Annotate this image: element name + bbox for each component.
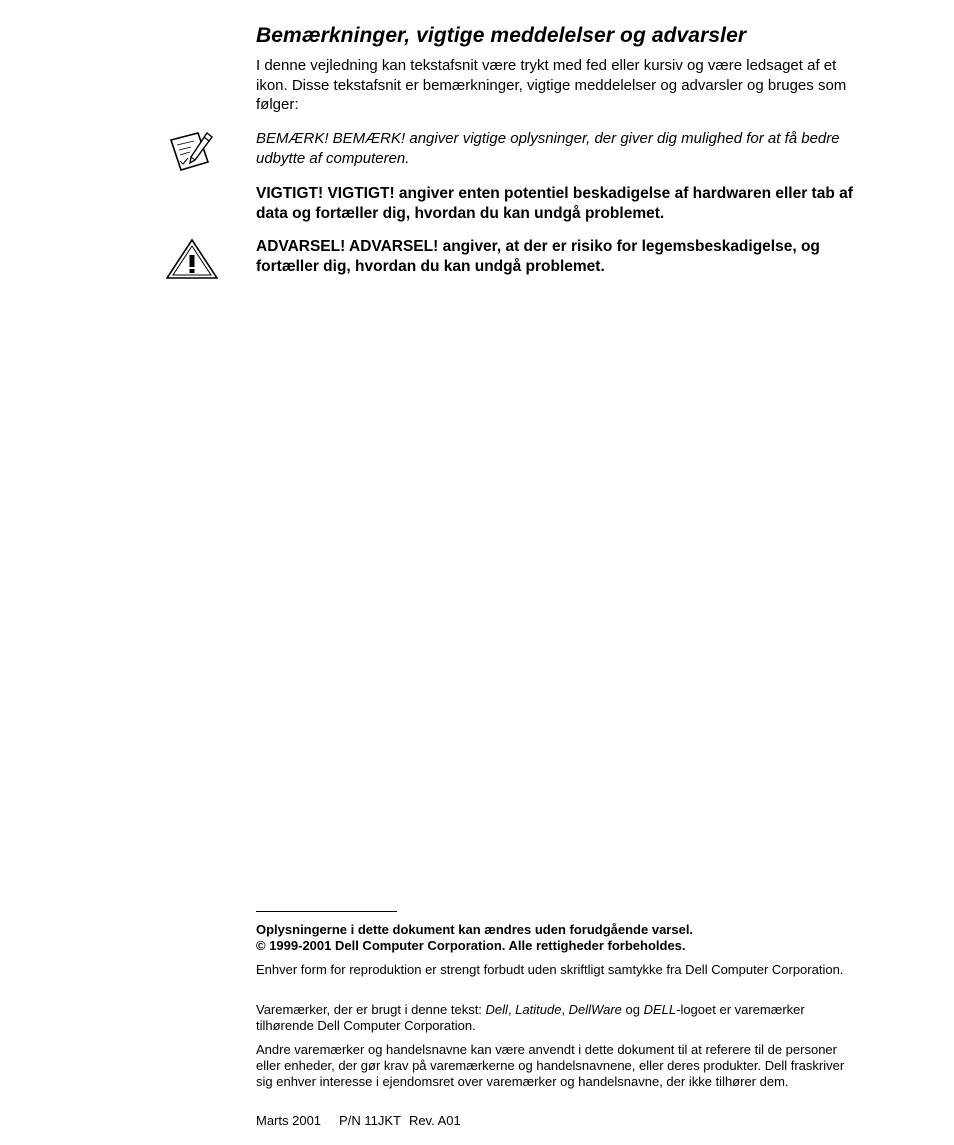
note-pencil-icon <box>168 130 214 172</box>
important-text: VIGTIGT! VIGTIGT! angiver enten potentiel beskadigelse af hardwaren eller tab af data og fortæller dig, hvordan du kan undgå problemet. <box>256 185 853 222</box>
other-trademarks-notice: Andre varemærker og handelsnavne kan være anvendt i dette dokument til at referere til de personer eller enheder, der gør krav på varemærkerne og handelsnavnene, eller deres produkter. Dell fraskriver sig enhver interesse i ejendomsret over varemærker og handelsnavne, der ikke tilhører dem. <box>256 1042 845 1089</box>
trademark-dell: Dell <box>485 1002 508 1017</box>
reproduction-notice: Enhver form for reproduktion er strengt forbudt uden skriftligt samtykke fra Dell Computer Corporation. <box>256 962 844 977</box>
trademarks-suffix: -logoet er varemærker tilhørende Dell Computer Corporation. <box>256 1002 805 1033</box>
note-text: BEMÆRK! BEMÆRK! angiver vigtige oplysninger, der giver dig mulighed for at få bedre udbytte af computeren. <box>256 130 840 167</box>
change-notice: Oplysningerne i dette dokument kan ændres uden forudgående varsel. <box>256 922 694 937</box>
trademarks-prefix: Varemærker, der er brugt i denne tekst: <box>256 1002 486 1017</box>
document-info <box>256 1113 858 1129</box>
copyright-line: © 1999-2001 Dell Computer Corporation. Alle rettigheder forbeholdes. <box>256 938 686 953</box>
publication-date: Marts 2001 <box>256 1113 322 1128</box>
warning-text: ADVARSEL! ADVARSEL! angiver, at der er risiko for legemsbeskadigelse, og fortæller dig, hvordan du kan undgå problemet. <box>256 238 820 275</box>
copyright-notice <box>256 922 856 954</box>
trademark-conjunction: og <box>621 1002 644 1017</box>
trademark-separator: , <box>561 1002 569 1017</box>
trademark-separator: , <box>507 1002 516 1017</box>
warning-triangle-icon <box>166 238 218 280</box>
trademark-dellware: DellWare <box>568 1002 622 1017</box>
revision: Rev. A01 <box>408 1113 461 1128</box>
footnote-divider <box>256 911 397 912</box>
trademark-dell-logo: DELL <box>643 1002 677 1017</box>
trademarks-notice <box>256 1002 858 1034</box>
part-number: P/N 11JKT <box>339 1113 401 1128</box>
trademark-latitude: Latitude <box>515 1002 562 1017</box>
intro-paragraph: I denne vejledning kan tekstafsnit være trykt med fed eller kursiv og være ledsaget af et ikon. Disse tekstafsnit er bemærkninger, vigtige meddelelser og advarsler og bruges som følger: <box>256 57 847 113</box>
section-heading: Bemærkninger, vigtige meddelelser og advarsler <box>256 24 747 47</box>
